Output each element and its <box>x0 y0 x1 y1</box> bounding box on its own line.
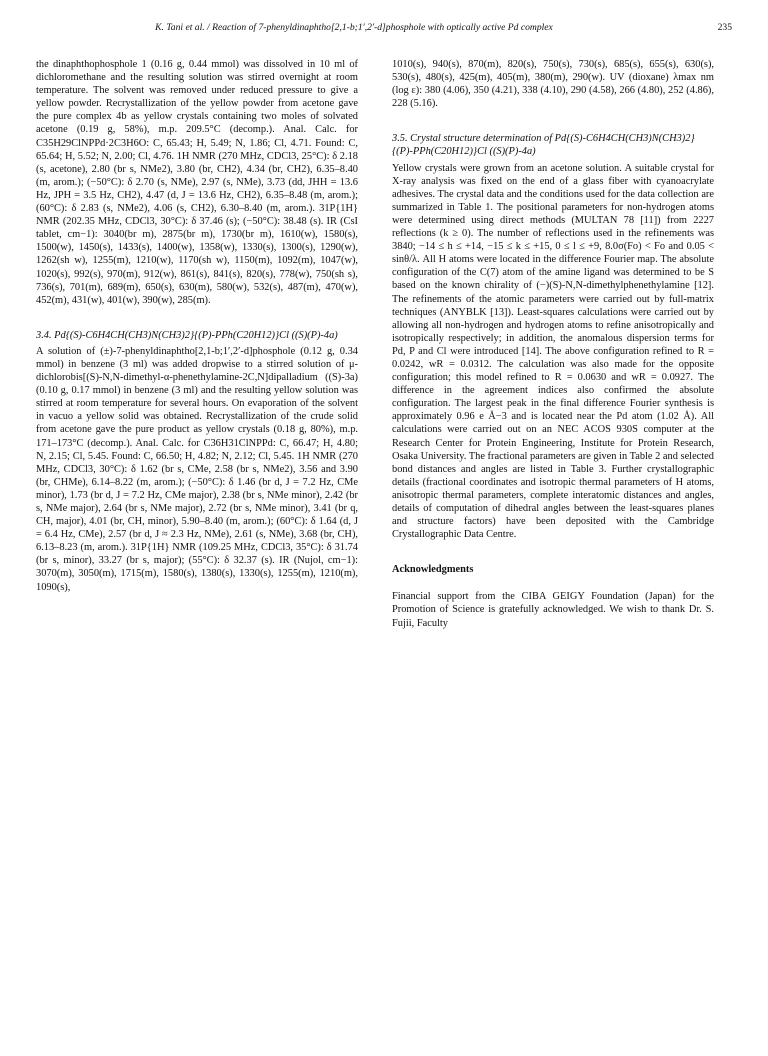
paragraph-crystal-structure: Yellow crystals were grown from an acetone solution. A suitable crystal for X-ray analysis was fixed on the end of a glass fiber with cyanoacrylate adhesives. The crystal data and the conditions used for the data collection are summarized in Table 1. The positional parameters for non-hydrogen atoms were determined using direct methods (MULTAN 78 [11]) from 2227 reflections (k ≥ 0). The number of reflections used in the refinements was 3840; −14 ≤ h ≤ +14, −15 ≤ k ≤ +15, 0 ≤ l ≤ +9, 8.0σ(Fo) < Fo and 0.05 < sinθ/λ. All H atoms were located in the difference Fourier map. The absolute configuration of the C(7) atom of the amine ligand was determined to be S based on the known chirality of (−)(S)-N,N-dimethylphenethylamine [12]. The refinements of the atomic parameters were carried out by full-matrix techniques (ANYBLK [13]). Least-squares calculations were carried out by allowing all non-hydrogen and hydrogen atoms to refine anisotropically and isotropically respectively; in addition, the anomalous dispersion terms for Pd, P and Cl were introduced [14]. The above configuration refined to R = 0.0242, wR = 0.0312. The calculation was also made for the opposite configuration; this model refined to R = 0.0630 and wR = 0.0927. The difference in the agreement indices also confirmed the absolute configuration. The largest peak in the final difference Fourier synthesis is approximately 0.96 e Å−3 and is located near the Pd atom (1.02 Å). All calculations were carried out on an NEC ACOS 930S computer at the Research Center for Protein Engineering, Institute for Protein Research, Osaka University. The fractional parameters are given in Table 2 and selected bond distances and angles are listed in Table 3. Further crystallographic details (fractional coordinates and isotropic thermal parameters of H atoms, anisotropic thermal parameters, complete interatomic distances and angles, details of computation of dihedral angles between the least-squares planes and structure factors) have been deposited with the Cambridge Crystallographic Data Centre. <box>392 162 714 541</box>
section-heading-3-5: 3.5. Crystal structure determination of Pd{(S)-C6H4CH(CH3)N(CH3)2}{(P)-PPh(C20H12)}Cl ((S)(P)-4a) <box>392 133 695 158</box>
section-heading-3-4: 3.4. Pd{(S)-C6H4CH(CH3)N(CH3)2}{(P)-PPh(C20H12)}Cl ((S)(P)-4a) <box>36 329 338 341</box>
paragraph-complex-4a: A solution of (±)-7-phenyldinaphtho[2,1-b;1′,2′-d]phosphole (0.12 g, 0.34 mmol) in benzene (3 ml) was added dropwise to a stirred solution of μ-dichlorobis[(S)-N,N-dimethyl-α-phenethylamine-2C,N]dipalladium ((S)-3a) (0.10 g, 0.17 mmol) in benzene (3 ml) and the resulting yellow solution was stirred at room temperature for several hours. On evaporation of the solvent in vacuo a yellow solid was obtained. Recrystallization of the crude solid from acetone gave the pure product as yellow crystals (0.18 g, 80%), m.p. 171–173°C (decomp.). Anal. Calc. for C36H31ClNPPd: C, 66.47; H, 4.80; N, 2.15; Cl, 5.45. Found: C, 66.50; H, 4.82; N, 2.12; Cl, 5.45. 1H NMR (270 MHz, CDCl3, 30°C): δ 1.62 (br s, CMe, 2.58 (br s, NMe2), 3.56 and 3.90 (br, CHMe), 6.14–8.22 (m, arom.); (−50°C): δ 1.46 (br d, J = 7.2 Hz, CMe minor), 1.73 (br d, J = 7.2 Hz, CMe major), 2.38 (br s, NMe minor), 2.42 (br s, NMe major), 2.64 (br s, NMe major), 2.72 (br s, NMe minor), 3.41 (br q, CH, major), 4.01 (br, CH, minor), 5.90–8.40 (m, arom.); (60°C): δ 1.64 (d, J = 6.4 Hz, CMe), 2.57 (br d, J ≈ 2.3 Hz, NMe), 2.61 (s, NMe), 3.68 (br, CH), 6.13–8.23 (m, arom.). 31P{1H} NMR (109.25 MHz, CDCl3, 35°C): δ 31.74 (br s, minor), 33.27 (br s, major); (55°C): δ 32.37 (s). IR (Nujol, cm−1): 3070(m), 3050(m), 1715(m), 1580(s), 1380(s), 1330(s), 1255(m), 1210(m), 1090(s), <box>36 345 358 593</box>
right-column <box>392 58 714 630</box>
paragraph-complex-4b: the dinaphthophosphole 1 (0.16 g, 0.44 mmol) was dissolved in 10 ml of dichloromethane and the resulting solution was stirred overnight at room temperature. The solvent was removed under reduced pressure to give a yellow powder. Recrystallization of the yellow powder from acetone gave the pure complex 4b as yellow crystals containing two moles of solvated acetone (0.19 g, 58%), m.p. 209.5°C (decomp.). Anal. Calc. for C35H29ClNPPd·2C3H6O: C, 65.43; H, 5.49; N, 1.86; Cl, 4.71. Found: C, 65.64; H, 5.52; N, 2.00; Cl, 4.76. 1H NMR (270 MHz, CDCl3, 25°C): δ 2.18 (s, acetone), 2.80 (br s, NMe2), 3.80 (br, CH2), 4.34 (br, CH2), 6.35–8.40 (m, arom.); (−50°C): δ 2.70 (s, NMe), 2.97 (s, NMe), 3.73 (dd, JHH = 13.6 Hz, JPH = 3.5 Hz, CH2), 4.47 (d, J = 13.6 Hz, CH2), 6.35–8.48 (m, arom.); (60°C): δ 2.83 (s, NMe2), 4.06 (s, CH2), 6.30–8.40 (m, arom.). 31P{1H} NMR (202.35 MHz, CDCl3, 30°C): δ 37.46 (s); (−50°C): 38.48 (s). IR (CsI tablet, cm−1): 3040(br m), 2875(br m), 1730(br m), 1610(w), 1580(s), 1500(w), 1450(s), 1433(s), 1400(w), 1358(w), 1330(s), 1300(s), 1290(w), 1262(sh w), 1255(m), 1210(w), 1170(sh w), 1150(m), 1092(m), 1047(w), 1020(s), 992(s), 970(m), 912(w), 861(s), 841(s), 820(s), 778(w), 750(sh s), 736(s), 701(m), 689(m), 650(s), 630(m), 580(w), 532(s), 487(m), 470(w), 452(m), 431(w), 401(w), 390(w), 285(m). <box>36 59 358 306</box>
running-title: K. Tani et al. / Reaction of 7-phenyldinaphtho[2,1-b;1′,2′-d]phosphole with optically active Pd complex <box>155 22 553 33</box>
running-header <box>36 22 732 38</box>
paragraph-acknowledgments: Financial support from the CIBA GEIGY Foundation (Japan) for the Promotion of Science is gratefully acknowledged. We wish to thank Dr. S. Fujii, Faculty <box>392 591 714 629</box>
acknowledgments-heading: Acknowledgments <box>392 564 474 576</box>
paragraph-ir-uv-continued: 1010(s), 940(s), 870(m), 820(s), 750(s), 730(s), 685(s), 655(s), 630(s), 530(s), 480(s), 425(m), 405(m), 380(m), 290(w). UV (dioxane) λmax nm (log ε): 380 (4.06), 350 (4.21), 338 (4.10), 290 (4.58), 266 (4.80), 252 (4.86), 228 (5.16). <box>392 59 714 110</box>
left-column <box>36 58 358 594</box>
page-number: 235 <box>717 22 732 33</box>
